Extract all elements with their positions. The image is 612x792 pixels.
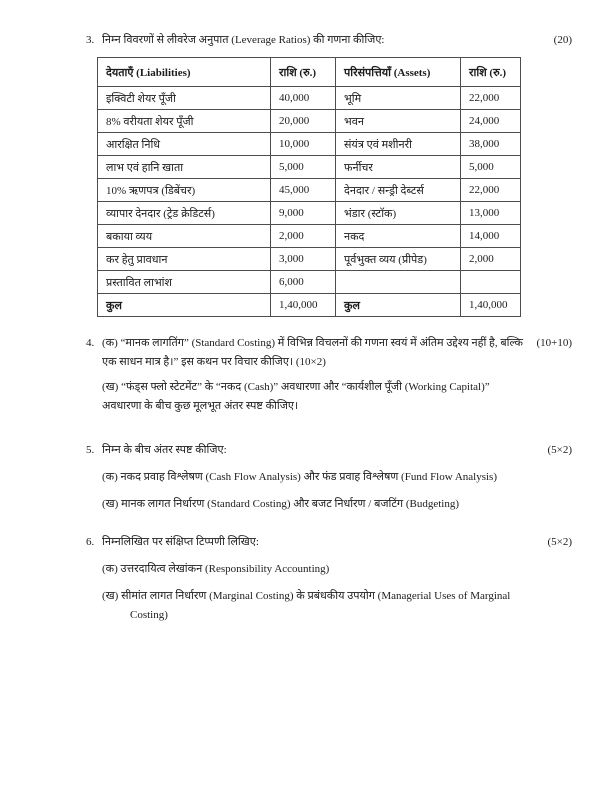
question-5 bbox=[86, 441, 572, 514]
asset-amount: 14,000 bbox=[461, 225, 521, 248]
liability-name: आरक्षित निधि bbox=[98, 133, 271, 156]
asset-name: भूमि bbox=[336, 87, 461, 110]
question-4-marks: (10+10) bbox=[536, 337, 572, 349]
table-row bbox=[98, 202, 521, 225]
table-row bbox=[98, 179, 521, 202]
header-assets: परिसंपत्तियाँ (Assets) bbox=[336, 58, 461, 87]
table-row bbox=[98, 110, 521, 133]
asset-name: फर्नीचर bbox=[336, 156, 461, 179]
liability-amount: 3,000 bbox=[271, 248, 336, 271]
asset-amount: 13,000 bbox=[461, 202, 521, 225]
asset-amount: 2,000 bbox=[461, 248, 521, 271]
question-5-body bbox=[102, 441, 541, 514]
asset-amount: 5,000 bbox=[461, 156, 521, 179]
liability-name: बकाया व्यय bbox=[98, 225, 271, 248]
liability-name: 8% वरीयता शेयर पूँजी bbox=[98, 110, 271, 133]
asset-name: भवन bbox=[336, 110, 461, 133]
question-3-number: 3. bbox=[86, 34, 95, 46]
question-4 bbox=[86, 334, 572, 416]
question-6-part-b: (ख) सीमांत लागत निर्धारण (Marginal Costing) के प्रबंधकीय उपयोग (Managerial Uses of Marginal Costing) bbox=[102, 590, 511, 621]
asset-amount: 22,000 bbox=[461, 179, 521, 202]
header-amount-liabilities: राशि (रु.) bbox=[271, 58, 336, 87]
asset-amount bbox=[461, 271, 521, 294]
table-row bbox=[98, 225, 521, 248]
asset-name: नकद bbox=[336, 225, 461, 248]
table-total-row bbox=[98, 294, 521, 317]
question-5-part-b: (ख) मानक लागत निर्धारण (Standard Costing) और बजट निर्धारण / बजटिंग (Budgeting) bbox=[102, 498, 460, 510]
total-amount-liabilities: 1,40,000 bbox=[271, 294, 336, 317]
question-5-marks: (5×2) bbox=[547, 444, 572, 456]
liability-name: इक्विटी शेयर पूँजी bbox=[98, 87, 271, 110]
question-6-body bbox=[102, 533, 541, 625]
liability-name: लाभ एवं हानि खाता bbox=[98, 156, 271, 179]
asset-amount: 22,000 bbox=[461, 87, 521, 110]
asset-amount: 38,000 bbox=[461, 133, 521, 156]
leverage-ratios-table bbox=[97, 57, 521, 317]
question-6-text: निम्नलिखित पर संक्षिप्त टिप्पणी लिखिए: bbox=[102, 536, 259, 548]
asset-name: पूर्वभुक्त व्यय (प्रीपेड) bbox=[336, 248, 461, 271]
question-4-number: 4. bbox=[86, 337, 95, 349]
question-3 bbox=[86, 31, 572, 317]
question-5-part-a: (क) नकद प्रवाह विश्लेषण (Cash Flow Analysis) और फंड प्रवाह विश्लेषण (Fund Flow Analysis) bbox=[102, 471, 497, 483]
liability-amount: 40,000 bbox=[271, 87, 336, 110]
table-header-row bbox=[98, 58, 521, 87]
header-amount-assets: राशि (रु.) bbox=[461, 58, 521, 87]
question-3-marks: (20) bbox=[553, 34, 572, 46]
liability-amount: 10,000 bbox=[271, 133, 336, 156]
table-row bbox=[98, 248, 521, 271]
table-row bbox=[98, 87, 521, 110]
liability-name: कर हेतु प्रावधान bbox=[98, 248, 271, 271]
total-amount-assets: 1,40,000 bbox=[461, 294, 521, 317]
question-6 bbox=[86, 533, 572, 625]
table-row bbox=[98, 156, 521, 179]
question-6-part-a: (क) उत्तरदायित्व लेखांकन (Responsibility Accounting) bbox=[102, 563, 330, 575]
liability-amount: 20,000 bbox=[271, 110, 336, 133]
question-4-part-b: (ख) “फंड्स फ्लो स्टेटमेंट” के “नकद (Cash)” अवधारणा और “कार्यशील पूँजी (Working Capital)” अवधारणा के बीच कुछ मूलभूत अंतर स्पष्ट कीजिए। bbox=[102, 381, 490, 412]
liability-amount: 45,000 bbox=[271, 179, 336, 202]
total-label-liabilities: कुल bbox=[98, 294, 271, 317]
liability-amount: 2,000 bbox=[271, 225, 336, 248]
table-row bbox=[98, 133, 521, 156]
question-6-marks: (5×2) bbox=[547, 536, 572, 548]
liability-name: 10% ऋणपत्र (डिबेंचर) bbox=[98, 179, 271, 202]
header-liabilities: देयताएँ (Liabilities) bbox=[98, 58, 271, 87]
asset-name: संयंत्र एवं मशीनरी bbox=[336, 133, 461, 156]
asset-amount: 24,000 bbox=[461, 110, 521, 133]
liability-amount: 6,000 bbox=[271, 271, 336, 294]
liability-amount: 9,000 bbox=[271, 202, 336, 225]
liability-name: प्रस्तावित लाभांश bbox=[98, 271, 271, 294]
question-6-number: 6. bbox=[86, 536, 95, 548]
question-4-part-a: (क) “मानक लागतिंग” (Standard Costing) में विभिन्न विचलनों की गणना स्वयं में अंतिम उद्देश्य नहीं है, बल्कि एक साधन मात्र है।” इस कथन पर विचार कीजिए। (10×2) bbox=[102, 337, 523, 368]
question-5-number: 5. bbox=[86, 444, 95, 456]
liability-amount: 5,000 bbox=[271, 156, 336, 179]
question-5-text: निम्न के बीच अंतर स्पष्ट कीजिए: bbox=[102, 444, 227, 456]
total-label-assets: कुल bbox=[336, 294, 461, 317]
asset-name bbox=[336, 271, 461, 294]
asset-name: भंडार (स्टॉक) bbox=[336, 202, 461, 225]
question-4-body bbox=[102, 334, 530, 416]
question-3-body bbox=[102, 31, 548, 317]
asset-name: देनदार / सन्ड्री देब्टर्स bbox=[336, 179, 461, 202]
question-3-text: निम्न विवरणों से लीवरेज अनुपात (Leverage Ratios) की गणना कीजिए: bbox=[102, 34, 385, 46]
table-row bbox=[98, 271, 521, 294]
liability-name: व्यापार देनदार (ट्रेड क्रेडिटर्स) bbox=[98, 202, 271, 225]
